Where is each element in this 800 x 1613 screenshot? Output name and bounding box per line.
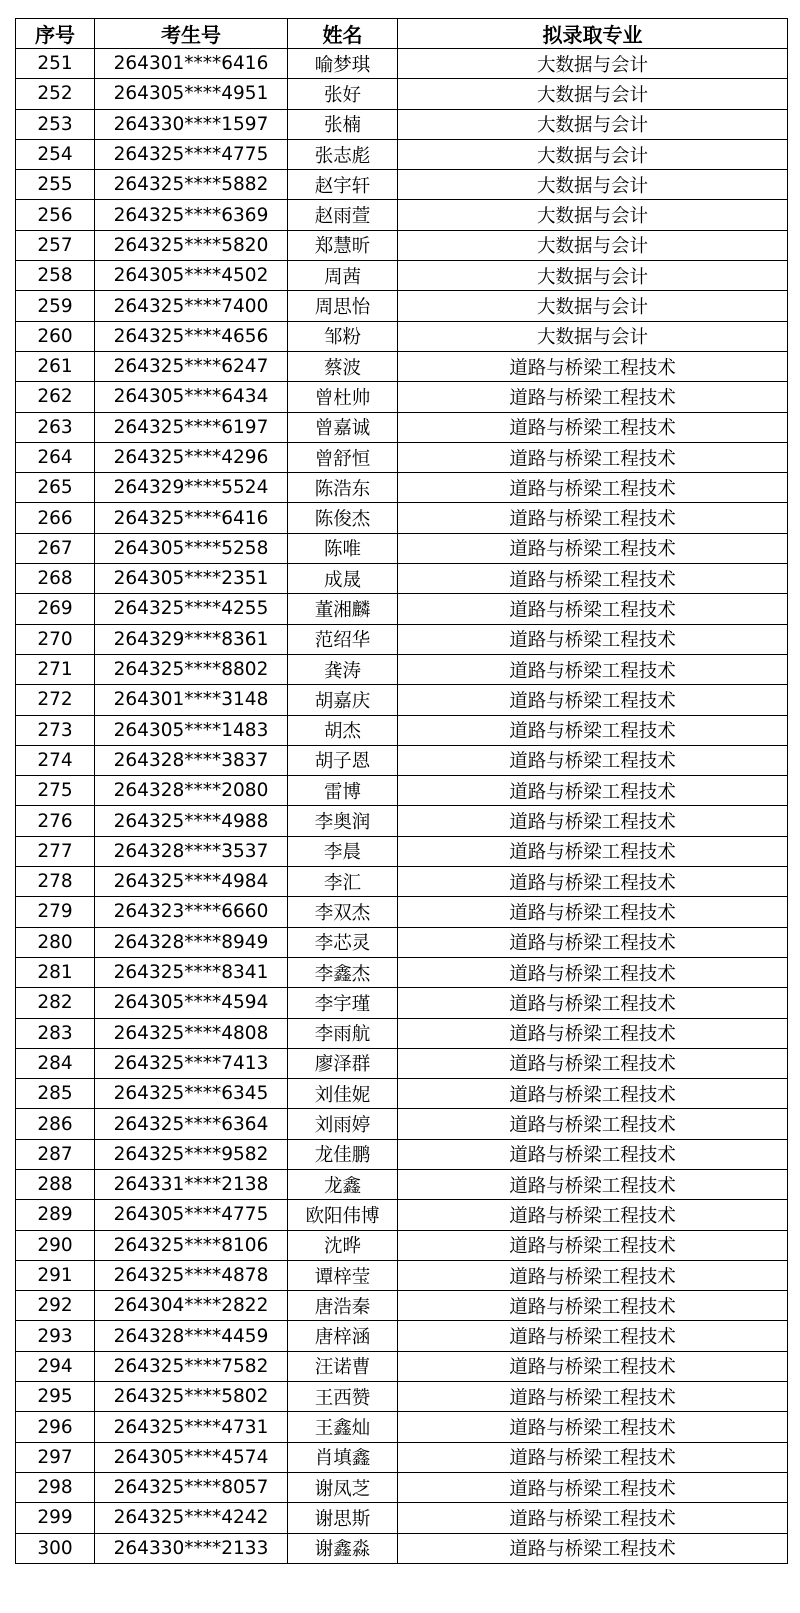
- table-row: [16, 988, 788, 1018]
- cell-exam-number: 264325****8341: [95, 957, 288, 987]
- cell-name: 曾舒恒: [288, 442, 398, 472]
- table-row: [16, 351, 788, 381]
- cell-exam-number: 264328****8949: [95, 927, 288, 957]
- table-row: [16, 321, 788, 351]
- header-row: [16, 19, 788, 49]
- cell-major: 道路与桥梁工程技术: [398, 1139, 788, 1169]
- table-row: [16, 654, 788, 684]
- cell-major: 大数据与会计: [398, 49, 788, 79]
- cell-serial: 254: [16, 139, 95, 169]
- cell-exam-number: 264328****2080: [95, 776, 288, 806]
- table-row: [16, 1321, 788, 1351]
- cell-major: 道路与桥梁工程技术: [398, 776, 788, 806]
- cell-major: 大数据与会计: [398, 230, 788, 260]
- table-row: [16, 473, 788, 503]
- cell-exam-number: 264325****6416: [95, 503, 288, 533]
- table-row: [16, 867, 788, 897]
- cell-major: 道路与桥梁工程技术: [398, 1442, 788, 1472]
- cell-exam-number: 264305****4502: [95, 261, 288, 291]
- cell-exam-number: 264325****4731: [95, 1412, 288, 1442]
- cell-exam-number: 264325****7400: [95, 291, 288, 321]
- table-row: [16, 1291, 788, 1321]
- table-row: [16, 1200, 788, 1230]
- cell-major: 道路与桥梁工程技术: [398, 412, 788, 442]
- cell-exam-number: 264325****4808: [95, 1018, 288, 1048]
- cell-serial: 287: [16, 1139, 95, 1169]
- header-name: 姓名: [288, 19, 398, 49]
- cell-name: 胡杰: [288, 715, 398, 745]
- cell-exam-number: 264305****5258: [95, 533, 288, 563]
- cell-exam-number: 264305****1483: [95, 715, 288, 745]
- cell-serial: 283: [16, 1018, 95, 1048]
- cell-exam-number: 264325****6345: [95, 1079, 288, 1109]
- cell-exam-number: 264325****5882: [95, 170, 288, 200]
- table-row: [16, 1048, 788, 1078]
- cell-major: 道路与桥梁工程技术: [398, 1230, 788, 1260]
- cell-exam-number: 264325****4775: [95, 139, 288, 169]
- cell-serial: 274: [16, 745, 95, 775]
- cell-serial: 290: [16, 1230, 95, 1260]
- cell-serial: 251: [16, 49, 95, 79]
- cell-name: 李鑫杰: [288, 957, 398, 987]
- cell-major: 道路与桥梁工程技术: [398, 1079, 788, 1109]
- cell-major: 道路与桥梁工程技术: [398, 1109, 788, 1139]
- cell-name: 周茜: [288, 261, 398, 291]
- table-row: [16, 1230, 788, 1260]
- cell-name: 周思怡: [288, 291, 398, 321]
- cell-name: 喻梦琪: [288, 49, 398, 79]
- table-row: [16, 139, 788, 169]
- cell-serial: 282: [16, 988, 95, 1018]
- cell-major: 大数据与会计: [398, 321, 788, 351]
- cell-major: 大数据与会计: [398, 200, 788, 230]
- cell-exam-number: 264325****4242: [95, 1503, 288, 1533]
- cell-name: 郑慧昕: [288, 230, 398, 260]
- table-row: [16, 1079, 788, 1109]
- table-row: [16, 1412, 788, 1442]
- cell-exam-number: 264325****7582: [95, 1351, 288, 1381]
- cell-name: 唐浩秦: [288, 1291, 398, 1321]
- cell-exam-number: 264305****4594: [95, 988, 288, 1018]
- cell-serial: 291: [16, 1260, 95, 1290]
- cell-exam-number: 264325****9582: [95, 1139, 288, 1169]
- cell-major: 道路与桥梁工程技术: [398, 473, 788, 503]
- cell-exam-number: 264330****1597: [95, 109, 288, 139]
- cell-exam-number: 264304****2822: [95, 1291, 288, 1321]
- cell-major: 道路与桥梁工程技术: [398, 1048, 788, 1078]
- cell-serial: 276: [16, 806, 95, 836]
- cell-major: 道路与桥梁工程技术: [398, 1382, 788, 1412]
- table-row: [16, 442, 788, 472]
- cell-exam-number: 264305****6434: [95, 382, 288, 412]
- table-row: [16, 1533, 788, 1563]
- cell-serial: 256: [16, 200, 95, 230]
- cell-major: 道路与桥梁工程技术: [398, 927, 788, 957]
- cell-major: 道路与桥梁工程技术: [398, 533, 788, 563]
- cell-name: 王鑫灿: [288, 1412, 398, 1442]
- cell-major: 大数据与会计: [398, 139, 788, 169]
- cell-name: 谢鑫淼: [288, 1533, 398, 1563]
- cell-name: 赵宇轩: [288, 170, 398, 200]
- cell-serial: 257: [16, 230, 95, 260]
- cell-name: 胡子恩: [288, 745, 398, 775]
- cell-major: 道路与桥梁工程技术: [398, 1351, 788, 1381]
- table-row: [16, 806, 788, 836]
- cell-name: 赵雨萱: [288, 200, 398, 230]
- cell-major: 道路与桥梁工程技术: [398, 1533, 788, 1563]
- cell-name: 王西赞: [288, 1382, 398, 1412]
- cell-exam-number: 264330****2133: [95, 1533, 288, 1563]
- cell-exam-number: 264325****8057: [95, 1472, 288, 1502]
- table-row: [16, 776, 788, 806]
- cell-serial: 285: [16, 1079, 95, 1109]
- cell-serial: 298: [16, 1472, 95, 1502]
- cell-serial: 265: [16, 473, 95, 503]
- cell-serial: 294: [16, 1351, 95, 1381]
- table-row: [16, 1382, 788, 1412]
- cell-major: 道路与桥梁工程技术: [398, 654, 788, 684]
- table-row: [16, 564, 788, 594]
- cell-exam-number: 264301****6416: [95, 49, 288, 79]
- cell-exam-number: 264328****3537: [95, 836, 288, 866]
- cell-name: 董湘麟: [288, 594, 398, 624]
- admission-list: [15, 18, 788, 1564]
- cell-major: 道路与桥梁工程技术: [398, 867, 788, 897]
- cell-major: 道路与桥梁工程技术: [398, 1260, 788, 1290]
- cell-name: 曾嘉诚: [288, 412, 398, 442]
- cell-name: 李雨航: [288, 1018, 398, 1048]
- table-row: [16, 715, 788, 745]
- header-exam-number: 考生号: [95, 19, 288, 49]
- table-row: [16, 957, 788, 987]
- cell-serial: 271: [16, 654, 95, 684]
- cell-major: 道路与桥梁工程技术: [398, 1291, 788, 1321]
- table-row: [16, 836, 788, 866]
- cell-major: 大数据与会计: [398, 170, 788, 200]
- cell-exam-number: 264305****4951: [95, 79, 288, 109]
- table-row: [16, 49, 788, 79]
- cell-name: 张楠: [288, 109, 398, 139]
- cell-exam-number: 264325****4296: [95, 442, 288, 472]
- cell-serial: 288: [16, 1169, 95, 1199]
- cell-exam-number: 264325****6369: [95, 200, 288, 230]
- cell-serial: 266: [16, 503, 95, 533]
- cell-name: 龙佳鹏: [288, 1139, 398, 1169]
- cell-serial: 279: [16, 897, 95, 927]
- cell-name: 陈俊杰: [288, 503, 398, 533]
- cell-serial: 273: [16, 715, 95, 745]
- cell-serial: 295: [16, 1382, 95, 1412]
- cell-exam-number: 264325****8106: [95, 1230, 288, 1260]
- cell-name: 李芯灵: [288, 927, 398, 957]
- cell-serial: 262: [16, 382, 95, 412]
- cell-major: 道路与桥梁工程技术: [398, 806, 788, 836]
- cell-name: 龙鑫: [288, 1169, 398, 1199]
- cell-serial: 261: [16, 351, 95, 381]
- table-row: [16, 1109, 788, 1139]
- cell-serial: 267: [16, 533, 95, 563]
- table-row: [16, 200, 788, 230]
- cell-serial: 275: [16, 776, 95, 806]
- cell-serial: 286: [16, 1109, 95, 1139]
- cell-name: 范绍华: [288, 624, 398, 654]
- cell-major: 道路与桥梁工程技术: [398, 594, 788, 624]
- cell-major: 道路与桥梁工程技术: [398, 503, 788, 533]
- cell-exam-number: 264325****6247: [95, 351, 288, 381]
- cell-major: 道路与桥梁工程技术: [398, 382, 788, 412]
- cell-exam-number: 264325****4984: [95, 867, 288, 897]
- cell-serial: 264: [16, 442, 95, 472]
- cell-name: 沈晔: [288, 1230, 398, 1260]
- table-row: [16, 291, 788, 321]
- cell-name: 张好: [288, 79, 398, 109]
- cell-serial: 278: [16, 867, 95, 897]
- table-row: [16, 594, 788, 624]
- cell-major: 道路与桥梁工程技术: [398, 1412, 788, 1442]
- cell-major: 大数据与会计: [398, 291, 788, 321]
- table-row: [16, 1442, 788, 1472]
- cell-major: 道路与桥梁工程技术: [398, 897, 788, 927]
- cell-serial: 255: [16, 170, 95, 200]
- cell-name: 蔡波: [288, 351, 398, 381]
- cell-name: 谭梓莹: [288, 1260, 398, 1290]
- cell-major: 大数据与会计: [398, 261, 788, 291]
- cell-name: 陈浩东: [288, 473, 398, 503]
- table-row: [16, 1139, 788, 1169]
- cell-major: 道路与桥梁工程技术: [398, 1503, 788, 1533]
- cell-exam-number: 264325****8802: [95, 654, 288, 684]
- table-row: [16, 1351, 788, 1381]
- cell-major: 道路与桥梁工程技术: [398, 1200, 788, 1230]
- cell-name: 雷博: [288, 776, 398, 806]
- cell-exam-number: 264325****5802: [95, 1382, 288, 1412]
- cell-exam-number: 264325****4988: [95, 806, 288, 836]
- header-major: 拟录取专业: [398, 19, 788, 49]
- cell-serial: 299: [16, 1503, 95, 1533]
- table-body: [16, 49, 788, 1564]
- cell-name: 李奥润: [288, 806, 398, 836]
- cell-major: 道路与桥梁工程技术: [398, 1472, 788, 1502]
- cell-major: 道路与桥梁工程技术: [398, 1018, 788, 1048]
- cell-exam-number: 264325****6197: [95, 412, 288, 442]
- table-row: [16, 412, 788, 442]
- cell-major: 道路与桥梁工程技术: [398, 564, 788, 594]
- table-row: [16, 1472, 788, 1502]
- cell-serial: 252: [16, 79, 95, 109]
- admission-table: [15, 18, 788, 1564]
- cell-serial: 289: [16, 1200, 95, 1230]
- cell-name: 谢思斯: [288, 1503, 398, 1533]
- cell-major: 大数据与会计: [398, 109, 788, 139]
- cell-name: 张志彪: [288, 139, 398, 169]
- cell-exam-number: 264328****3837: [95, 745, 288, 775]
- cell-name: 胡嘉庆: [288, 685, 398, 715]
- cell-serial: 281: [16, 957, 95, 987]
- cell-major: 道路与桥梁工程技术: [398, 715, 788, 745]
- cell-exam-number: 264305****4574: [95, 1442, 288, 1472]
- cell-exam-number: 264301****3148: [95, 685, 288, 715]
- cell-serial: 296: [16, 1412, 95, 1442]
- cell-major: 道路与桥梁工程技术: [398, 442, 788, 472]
- cell-name: 曾杜帅: [288, 382, 398, 412]
- cell-serial: 300: [16, 1533, 95, 1563]
- cell-major: 道路与桥梁工程技术: [398, 836, 788, 866]
- cell-serial: 253: [16, 109, 95, 139]
- cell-major: 道路与桥梁工程技术: [398, 988, 788, 1018]
- table-row: [16, 1018, 788, 1048]
- cell-exam-number: 264329****8361: [95, 624, 288, 654]
- cell-name: 李晨: [288, 836, 398, 866]
- cell-exam-number: 264325****5820: [95, 230, 288, 260]
- cell-exam-number: 264325****4656: [95, 321, 288, 351]
- cell-serial: 292: [16, 1291, 95, 1321]
- cell-serial: 293: [16, 1321, 95, 1351]
- cell-name: 李双杰: [288, 897, 398, 927]
- cell-major: 大数据与会计: [398, 79, 788, 109]
- cell-serial: 260: [16, 321, 95, 351]
- cell-serial: 269: [16, 594, 95, 624]
- table-row: [16, 382, 788, 412]
- table-row: [16, 745, 788, 775]
- table-row: [16, 897, 788, 927]
- cell-exam-number: 264329****5524: [95, 473, 288, 503]
- cell-exam-number: 264325****7413: [95, 1048, 288, 1078]
- cell-serial: 268: [16, 564, 95, 594]
- table-row: [16, 261, 788, 291]
- table-row: [16, 927, 788, 957]
- cell-exam-number: 264331****2138: [95, 1169, 288, 1199]
- table-row: [16, 685, 788, 715]
- cell-exam-number: 264305****2351: [95, 564, 288, 594]
- cell-serial: 284: [16, 1048, 95, 1078]
- cell-serial: 270: [16, 624, 95, 654]
- cell-name: 刘雨婷: [288, 1109, 398, 1139]
- table-row: [16, 230, 788, 260]
- table-row: [16, 624, 788, 654]
- cell-name: 刘佳妮: [288, 1079, 398, 1109]
- cell-major: 道路与桥梁工程技术: [398, 957, 788, 987]
- cell-serial: 258: [16, 261, 95, 291]
- cell-exam-number: 264328****4459: [95, 1321, 288, 1351]
- cell-name: 汪诺曹: [288, 1351, 398, 1381]
- cell-exam-number: 264305****4775: [95, 1200, 288, 1230]
- table-row: [16, 1169, 788, 1199]
- cell-major: 道路与桥梁工程技术: [398, 1321, 788, 1351]
- cell-exam-number: 264325****6364: [95, 1109, 288, 1139]
- cell-major: 道路与桥梁工程技术: [398, 1169, 788, 1199]
- cell-serial: 259: [16, 291, 95, 321]
- cell-name: 成晟: [288, 564, 398, 594]
- table-row: [16, 170, 788, 200]
- cell-major: 道路与桥梁工程技术: [398, 745, 788, 775]
- cell-name: 邹粉: [288, 321, 398, 351]
- cell-major: 道路与桥梁工程技术: [398, 685, 788, 715]
- table-row: [16, 503, 788, 533]
- cell-name: 李宇瑾: [288, 988, 398, 1018]
- cell-major: 道路与桥梁工程技术: [398, 624, 788, 654]
- header-serial: 序号: [16, 19, 95, 49]
- cell-name: 李汇: [288, 867, 398, 897]
- cell-exam-number: 264323****6660: [95, 897, 288, 927]
- table-row: [16, 533, 788, 563]
- cell-name: 唐梓涵: [288, 1321, 398, 1351]
- table-row: [16, 109, 788, 139]
- cell-name: 谢凤芝: [288, 1472, 398, 1502]
- cell-serial: 297: [16, 1442, 95, 1472]
- table-row: [16, 1260, 788, 1290]
- cell-exam-number: 264325****4255: [95, 594, 288, 624]
- table-row: [16, 79, 788, 109]
- cell-serial: 280: [16, 927, 95, 957]
- cell-name: 廖泽群: [288, 1048, 398, 1078]
- cell-exam-number: 264325****4878: [95, 1260, 288, 1290]
- cell-name: 龚涛: [288, 654, 398, 684]
- cell-name: 欧阳伟博: [288, 1200, 398, 1230]
- cell-serial: 277: [16, 836, 95, 866]
- table-row: [16, 1503, 788, 1533]
- cell-major: 道路与桥梁工程技术: [398, 351, 788, 381]
- cell-name: 肖填鑫: [288, 1442, 398, 1472]
- cell-name: 陈唯: [288, 533, 398, 563]
- cell-serial: 263: [16, 412, 95, 442]
- cell-serial: 272: [16, 685, 95, 715]
